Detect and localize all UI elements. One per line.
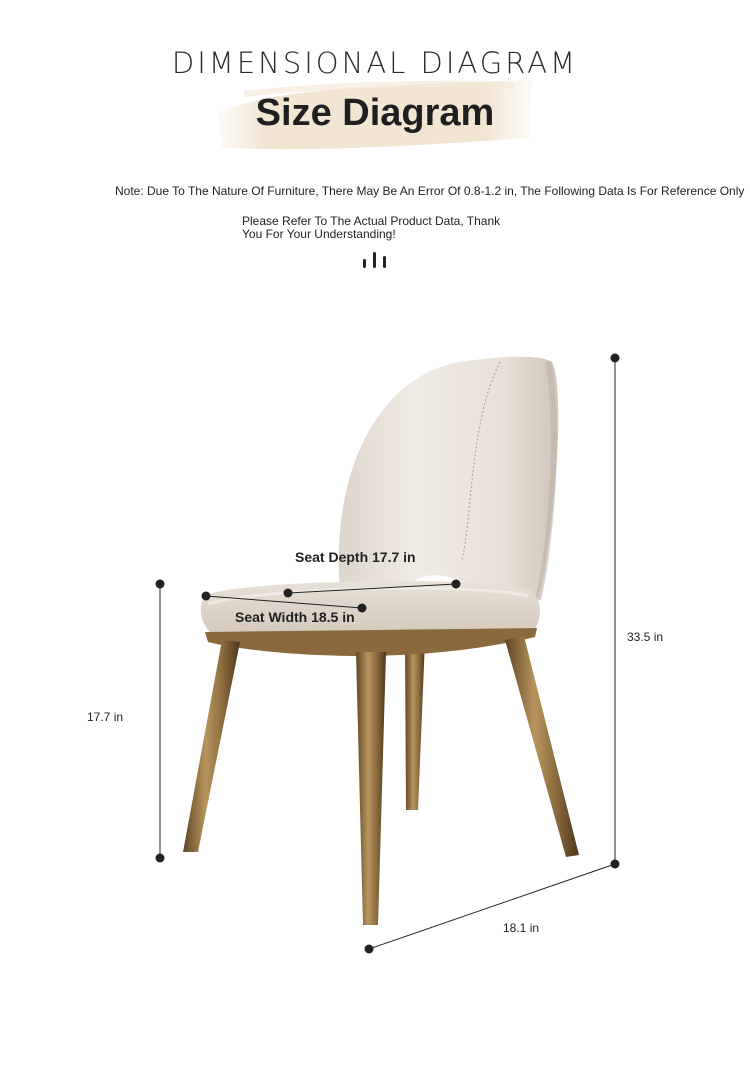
dim-dot-seat-width-end bbox=[358, 604, 367, 613]
label-total-height: 33.5 in bbox=[627, 630, 664, 644]
dim-dot-depth-front bbox=[365, 945, 374, 954]
note-secondary-line1: Please Refer To The Actual Product Data, Thank bbox=[242, 214, 501, 228]
note-main: Note: Due To The Nature Of Furniture, There May Be An Error Of 0.8-1.2 in, The Following Data Is For Reference Only bbox=[115, 184, 745, 198]
seat-gold-trim bbox=[205, 628, 537, 656]
page-title: Size Diagram bbox=[255, 92, 495, 134]
leg-back-left bbox=[405, 640, 425, 810]
label-seat-height: 17.7 in bbox=[87, 710, 124, 724]
dim-dot-seat-depth-end bbox=[452, 580, 461, 589]
dim-dot-seat-height-top bbox=[156, 580, 165, 589]
label-seat-depth: Seat Depth 17.7 in bbox=[295, 549, 416, 565]
header-eyebrow: DIMENSIONAL DIAGRAM bbox=[171, 46, 579, 80]
leg-front-left bbox=[183, 640, 240, 852]
leg-front-center bbox=[356, 652, 386, 925]
dim-dot-seat-depth-start bbox=[284, 589, 293, 598]
leg-back-right bbox=[505, 636, 579, 857]
dim-dot-total-height-top bbox=[611, 354, 620, 363]
dim-dot-seat-width-start bbox=[202, 592, 211, 601]
label-depth: 18.1 in bbox=[503, 921, 540, 935]
dim-line-depth bbox=[369, 864, 615, 949]
label-seat-width: Seat Width 18.5 in bbox=[235, 609, 355, 625]
note-secondary-line2: You For Your Understanding! bbox=[242, 227, 396, 241]
dim-dot-seat-height-bottom bbox=[156, 854, 165, 863]
